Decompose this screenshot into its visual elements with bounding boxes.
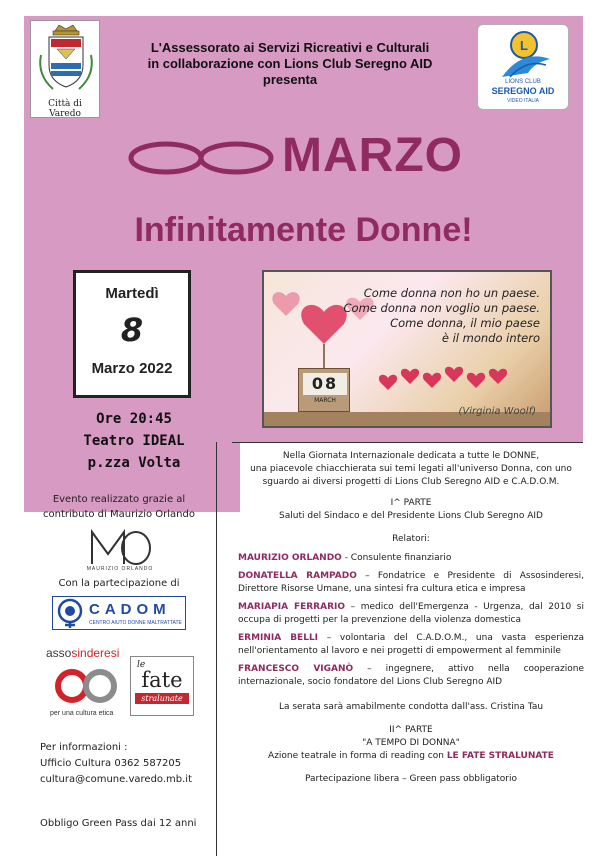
- speaker-name: ERMINIA BELLI: [238, 633, 319, 643]
- intro-line-1: Nella Giornata Internazionale dedicata a tutte le DONNE,: [282, 451, 540, 461]
- speaker-item: [238, 601, 584, 627]
- asso-prefix: asso: [46, 646, 72, 660]
- part2-desc: [238, 750, 584, 763]
- credit-text: [24, 492, 214, 522]
- speaker-item: [238, 632, 584, 658]
- credit-line-2: contributo di Maurizio Orlando: [43, 509, 195, 520]
- speaker-desc: - Consulente finanziario: [341, 553, 452, 563]
- header-line-2: in collaborazione con Lions Club Seregno AID: [147, 56, 433, 71]
- svg-text:L: L: [520, 38, 528, 53]
- contact-info: [40, 740, 220, 788]
- closing-text: Partecipazione libera – Green pass obbligatorio: [305, 774, 517, 784]
- intro-line-3: sguardo ai diversi progetti di Lions Club Seregno AID e C.A.D.O.M.: [262, 477, 560, 487]
- event-time: Ore 20:45: [96, 411, 172, 427]
- greenpass-notice: Obbligo Green Pass dai 12 anni: [40, 818, 197, 829]
- quote-line-3: Come donna, il mio paese: [390, 316, 540, 330]
- part2-section: [238, 724, 584, 763]
- cadom-subtitle: CENTRO AIUTO DONNE MALTRATTATE: [89, 620, 182, 626]
- lions-club-logo: [477, 24, 569, 110]
- date-day: Martedì: [105, 285, 159, 302]
- cadom-emblem-icon: [54, 597, 86, 629]
- part1-section: [238, 497, 584, 523]
- assosinderesi-name: [46, 646, 119, 660]
- title-marzo: MARZO: [282, 129, 463, 182]
- speaker-desc: – medico dell'Emergenza - Urgenza, dal 2010 si occupa di progetti per la prevenzione della violenza domestica: [238, 602, 584, 625]
- lions-text-3: VIDEO ITALIA: [507, 98, 539, 104]
- fate-strip: stralunate: [135, 693, 189, 704]
- calendar-block: [298, 368, 350, 412]
- fate-le: le: [137, 660, 146, 670]
- assosinderesi-subtitle: per una cultura etica: [50, 710, 114, 717]
- info-email[interactable]: cultura@comune.varedo.mb.it: [40, 774, 193, 785]
- asso-suffix: sinderesi: [71, 646, 120, 660]
- part1-desc: Saluti del Sindaco e del Presidente Lions Club Seregno AID: [279, 511, 543, 521]
- assosinderesi-emblem-icon: [50, 664, 122, 708]
- lions-text-2: SEREGNO AID: [491, 86, 555, 96]
- speaker-desc: – volontaria del C.A.D.O.M., una vasta esperienza nell'orientamento al lavoro e nei progetti di empowerment al femminile: [238, 633, 584, 656]
- quote-text: [330, 286, 540, 346]
- fate-stralunate-logo: [130, 656, 194, 716]
- date-month-year: Marzo 2022: [91, 360, 173, 377]
- speaker-desc: – Fondatrice e Presidente di Assosinderesi, Direttore Risorse Umane, una sintesi fra cultura etica e impresa: [238, 571, 585, 594]
- speaker-name: MARIAPIA FERRARIO: [238, 602, 345, 612]
- speaker-name: MAURIZIO ORLANDO: [238, 553, 342, 563]
- partecipazione-label: Con la partecipazione di: [58, 578, 180, 589]
- crest-label: Città di Varedo: [48, 99, 82, 119]
- quote-line-4: è il mondo intero: [441, 331, 540, 345]
- program-column: [238, 446, 584, 786]
- crest-icon: [35, 25, 97, 97]
- calendar-digits: 08: [303, 373, 347, 395]
- credit-line-1: Evento realizzato grazie al: [52, 494, 186, 505]
- speaker-name: DONATELLA RAMPADO: [238, 571, 357, 581]
- part2-title: II^ PARTE: [389, 725, 433, 735]
- speaker-item: [238, 570, 584, 596]
- event-info: [60, 408, 208, 474]
- intro-line-2: una piacevole chiacchierata sui temi legati all'universo Donna, con uno: [250, 464, 572, 474]
- varedo-crest-logo: [30, 20, 100, 118]
- lions-emblem-icon: [484, 29, 564, 81]
- part2-desc-prefix: Azione teatrale in forma di reading con: [268, 751, 447, 761]
- intro-text: [238, 450, 584, 489]
- part2-subtitle: "A TEMPO DI DONNA": [362, 738, 460, 748]
- part2-desc-bold: LE FATE STRALUNATE: [446, 751, 554, 761]
- mo-caption: MAURIZIO ORLANDO: [86, 566, 154, 572]
- speaker-item: [238, 552, 584, 565]
- horizontal-divider: [232, 442, 583, 443]
- maurizio-orlando-logo-icon: [86, 524, 156, 570]
- fate-word: fate: [141, 668, 183, 692]
- cadom-word: CADOM: [89, 601, 171, 618]
- date-number: 8: [120, 311, 144, 349]
- vertical-divider: [216, 442, 217, 856]
- double-infinity-icon: [128, 140, 278, 176]
- event-address: p.zza Volta: [87, 455, 181, 471]
- header-text: [110, 40, 470, 88]
- quote-line-2: Come donna non voglio un paese.: [343, 301, 540, 315]
- event-venue: Teatro IDEAL: [83, 433, 185, 449]
- conducted-text: La serata sarà amabilmente condotta dall'ass. Cristina Tau: [278, 702, 544, 712]
- speaker-desc: – ingegnere, attivo nella cooperazione internazionale, socio fondatore del Lions Club Seregno AID: [238, 664, 584, 687]
- calendar-month: MARCH: [314, 397, 336, 404]
- part1-title: I^ PARTE: [390, 498, 432, 508]
- info-office: Ufficio Cultura 0362 587205: [40, 758, 182, 769]
- date-box: [73, 270, 191, 398]
- info-label: Per informazioni :: [40, 742, 128, 753]
- speaker-item: [238, 663, 584, 689]
- quote-author: (Virginia Woolf): [458, 406, 536, 417]
- speaker-name: FRANCESCO VIGANÒ: [238, 664, 354, 674]
- title-subtitle: Infinitamente Donne!: [134, 211, 473, 249]
- lions-text-1: LIONS CLUB: [505, 79, 541, 85]
- quote-photo: [262, 270, 552, 428]
- relatori-label: Relatori:: [392, 534, 430, 544]
- cadom-logo: [52, 596, 186, 630]
- quote-line-1: Come donna non ho un paese.: [363, 286, 540, 300]
- header-line-3: presenta: [262, 72, 318, 87]
- header-line-1: L'Assessorato ai Servizi Ricreativi e Culturali: [150, 40, 430, 55]
